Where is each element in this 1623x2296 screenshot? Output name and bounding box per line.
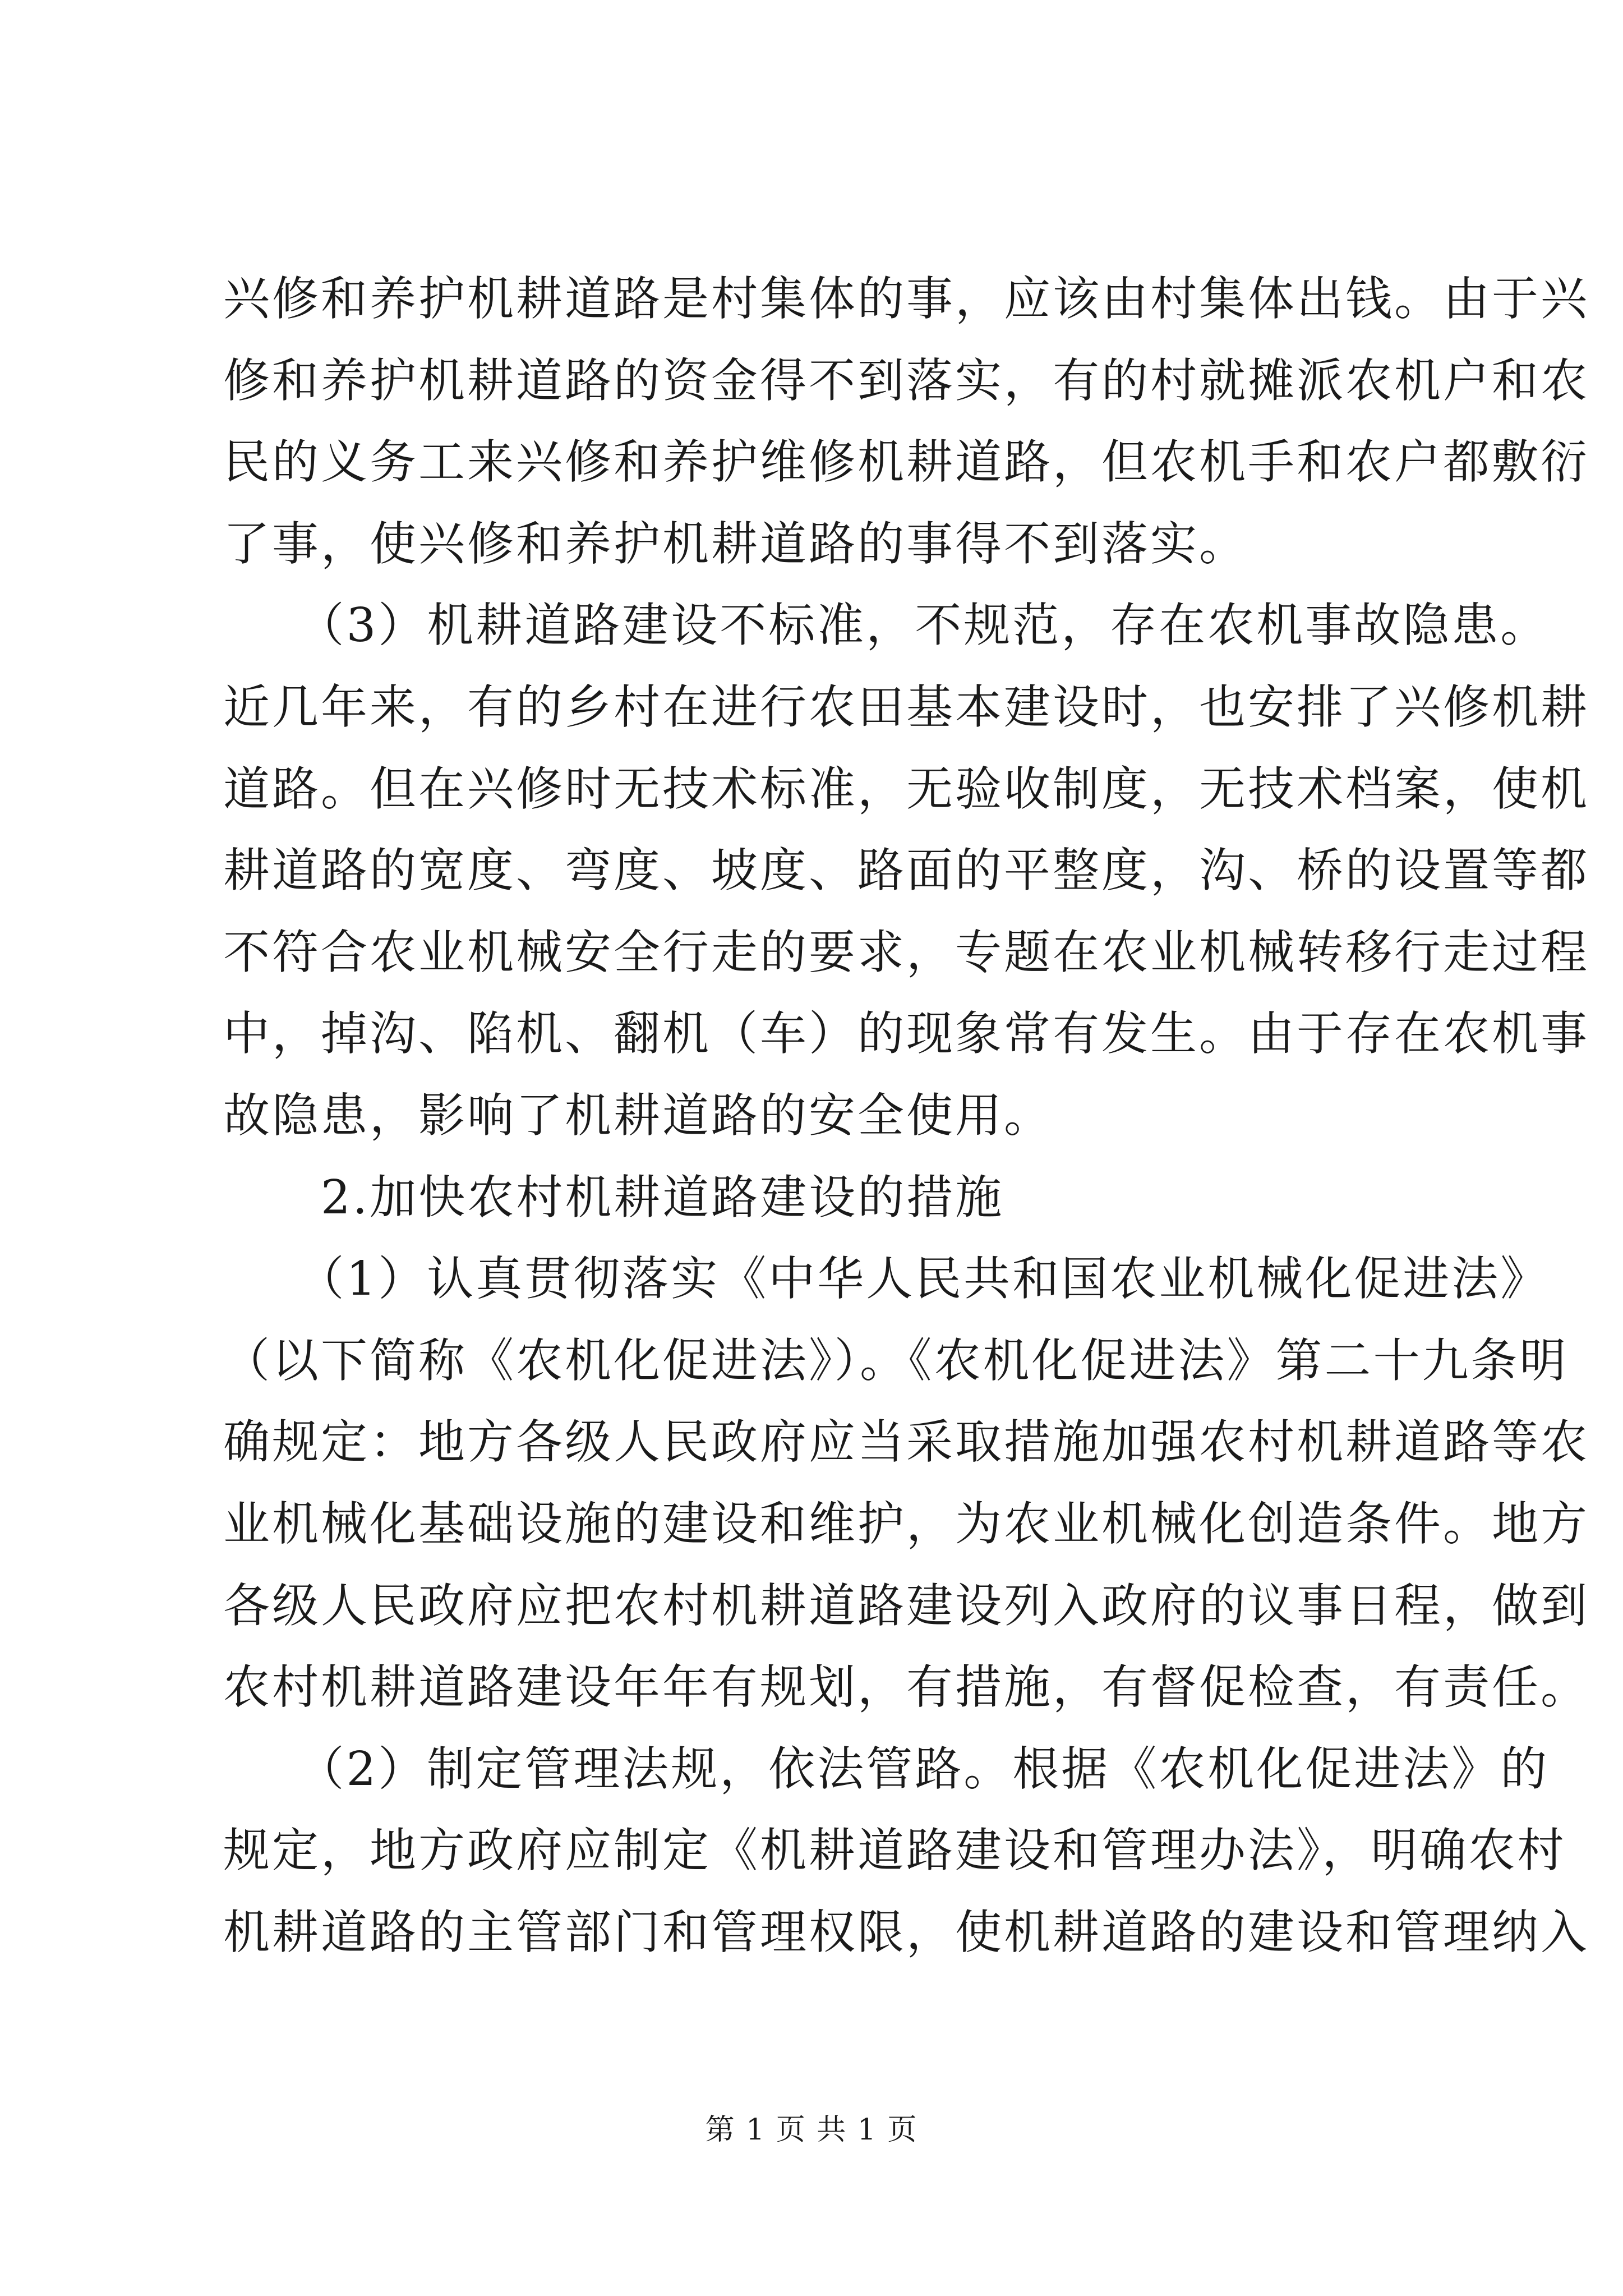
section-heading: 2.加快农村机耕道路建设的措施 — [223, 1170, 1004, 1225]
text-line: 民的义务工来兴修和养护维修机耕道路，但农机手和农户都敷衍 — [223, 435, 1589, 489]
text-line: 近几年来，有的乡村在进行农田基本建设时，也安排了兴修机耕 — [223, 680, 1589, 734]
text-line: 了事，使兴修和养护机耕道路的事得不到落实。 — [223, 517, 1248, 571]
text-line: 故隐患，影响了机耕道路的安全使用。 — [223, 1088, 1053, 1143]
text-line: 道路。但在兴修时无技术标准，无验收制度，无技术档案，使机 — [223, 762, 1589, 816]
text-line: （2）制定管理法规，依法管路。根据《农机化促进法》的 — [223, 1742, 1550, 1796]
text-line: 机耕道路的主管部门和管理权限，使机耕道路的建设和管理纳入 — [223, 1905, 1589, 1959]
text-line: 兴修和养护机耕道路是村集体的事，应该由村集体出钱。由于兴 — [223, 272, 1589, 326]
text-line: 不符合农业机械安全行走的要求，专题在农业机械转移行走过程 — [223, 925, 1589, 979]
text-line: （3）机耕道路建设不标准，不规范，存在农机事故隐患。 — [223, 598, 1550, 652]
text-line: 农村机耕道路建设年年有规划，有措施，有督促检查，有责任。 — [223, 1660, 1589, 1714]
text-line: 确规定：地方各级人民政府应当采取措施加强农村机耕道路等农 — [223, 1415, 1589, 1469]
text-line: （1）认真贯彻落实《中华人民共和国农业机械化促进法》 — [223, 1251, 1550, 1306]
text-line: 修和养护机耕道路的资金得不到落实，有的村就摊派农机户和农 — [223, 353, 1589, 408]
text-line: 规定，地方政府应制定《机耕道路建设和管理办法》，明确农村 — [223, 1823, 1566, 1878]
text-line: （以下简称《农机化促进法》）。《农机化促进法》第二十九条明 — [223, 1333, 1569, 1388]
page-footer: 第 1 页 共 1 页 — [705, 2113, 918, 2147]
text-line: 耕道路的宽度、弯度、坡度、路面的平整度，沟、桥的设置等都 — [223, 843, 1589, 898]
text-line: 各级人民政府应把农村机耕道路建设列入政府的议事日程，做到 — [223, 1579, 1589, 1633]
text-line: 中，掉沟、陷机、翻机（车）的现象常有发生。由于存在农机事 — [223, 1006, 1589, 1061]
text-line: 业机械化基础设施的建设和维护，为农业机械化创造条件。地方 — [223, 1497, 1589, 1551]
